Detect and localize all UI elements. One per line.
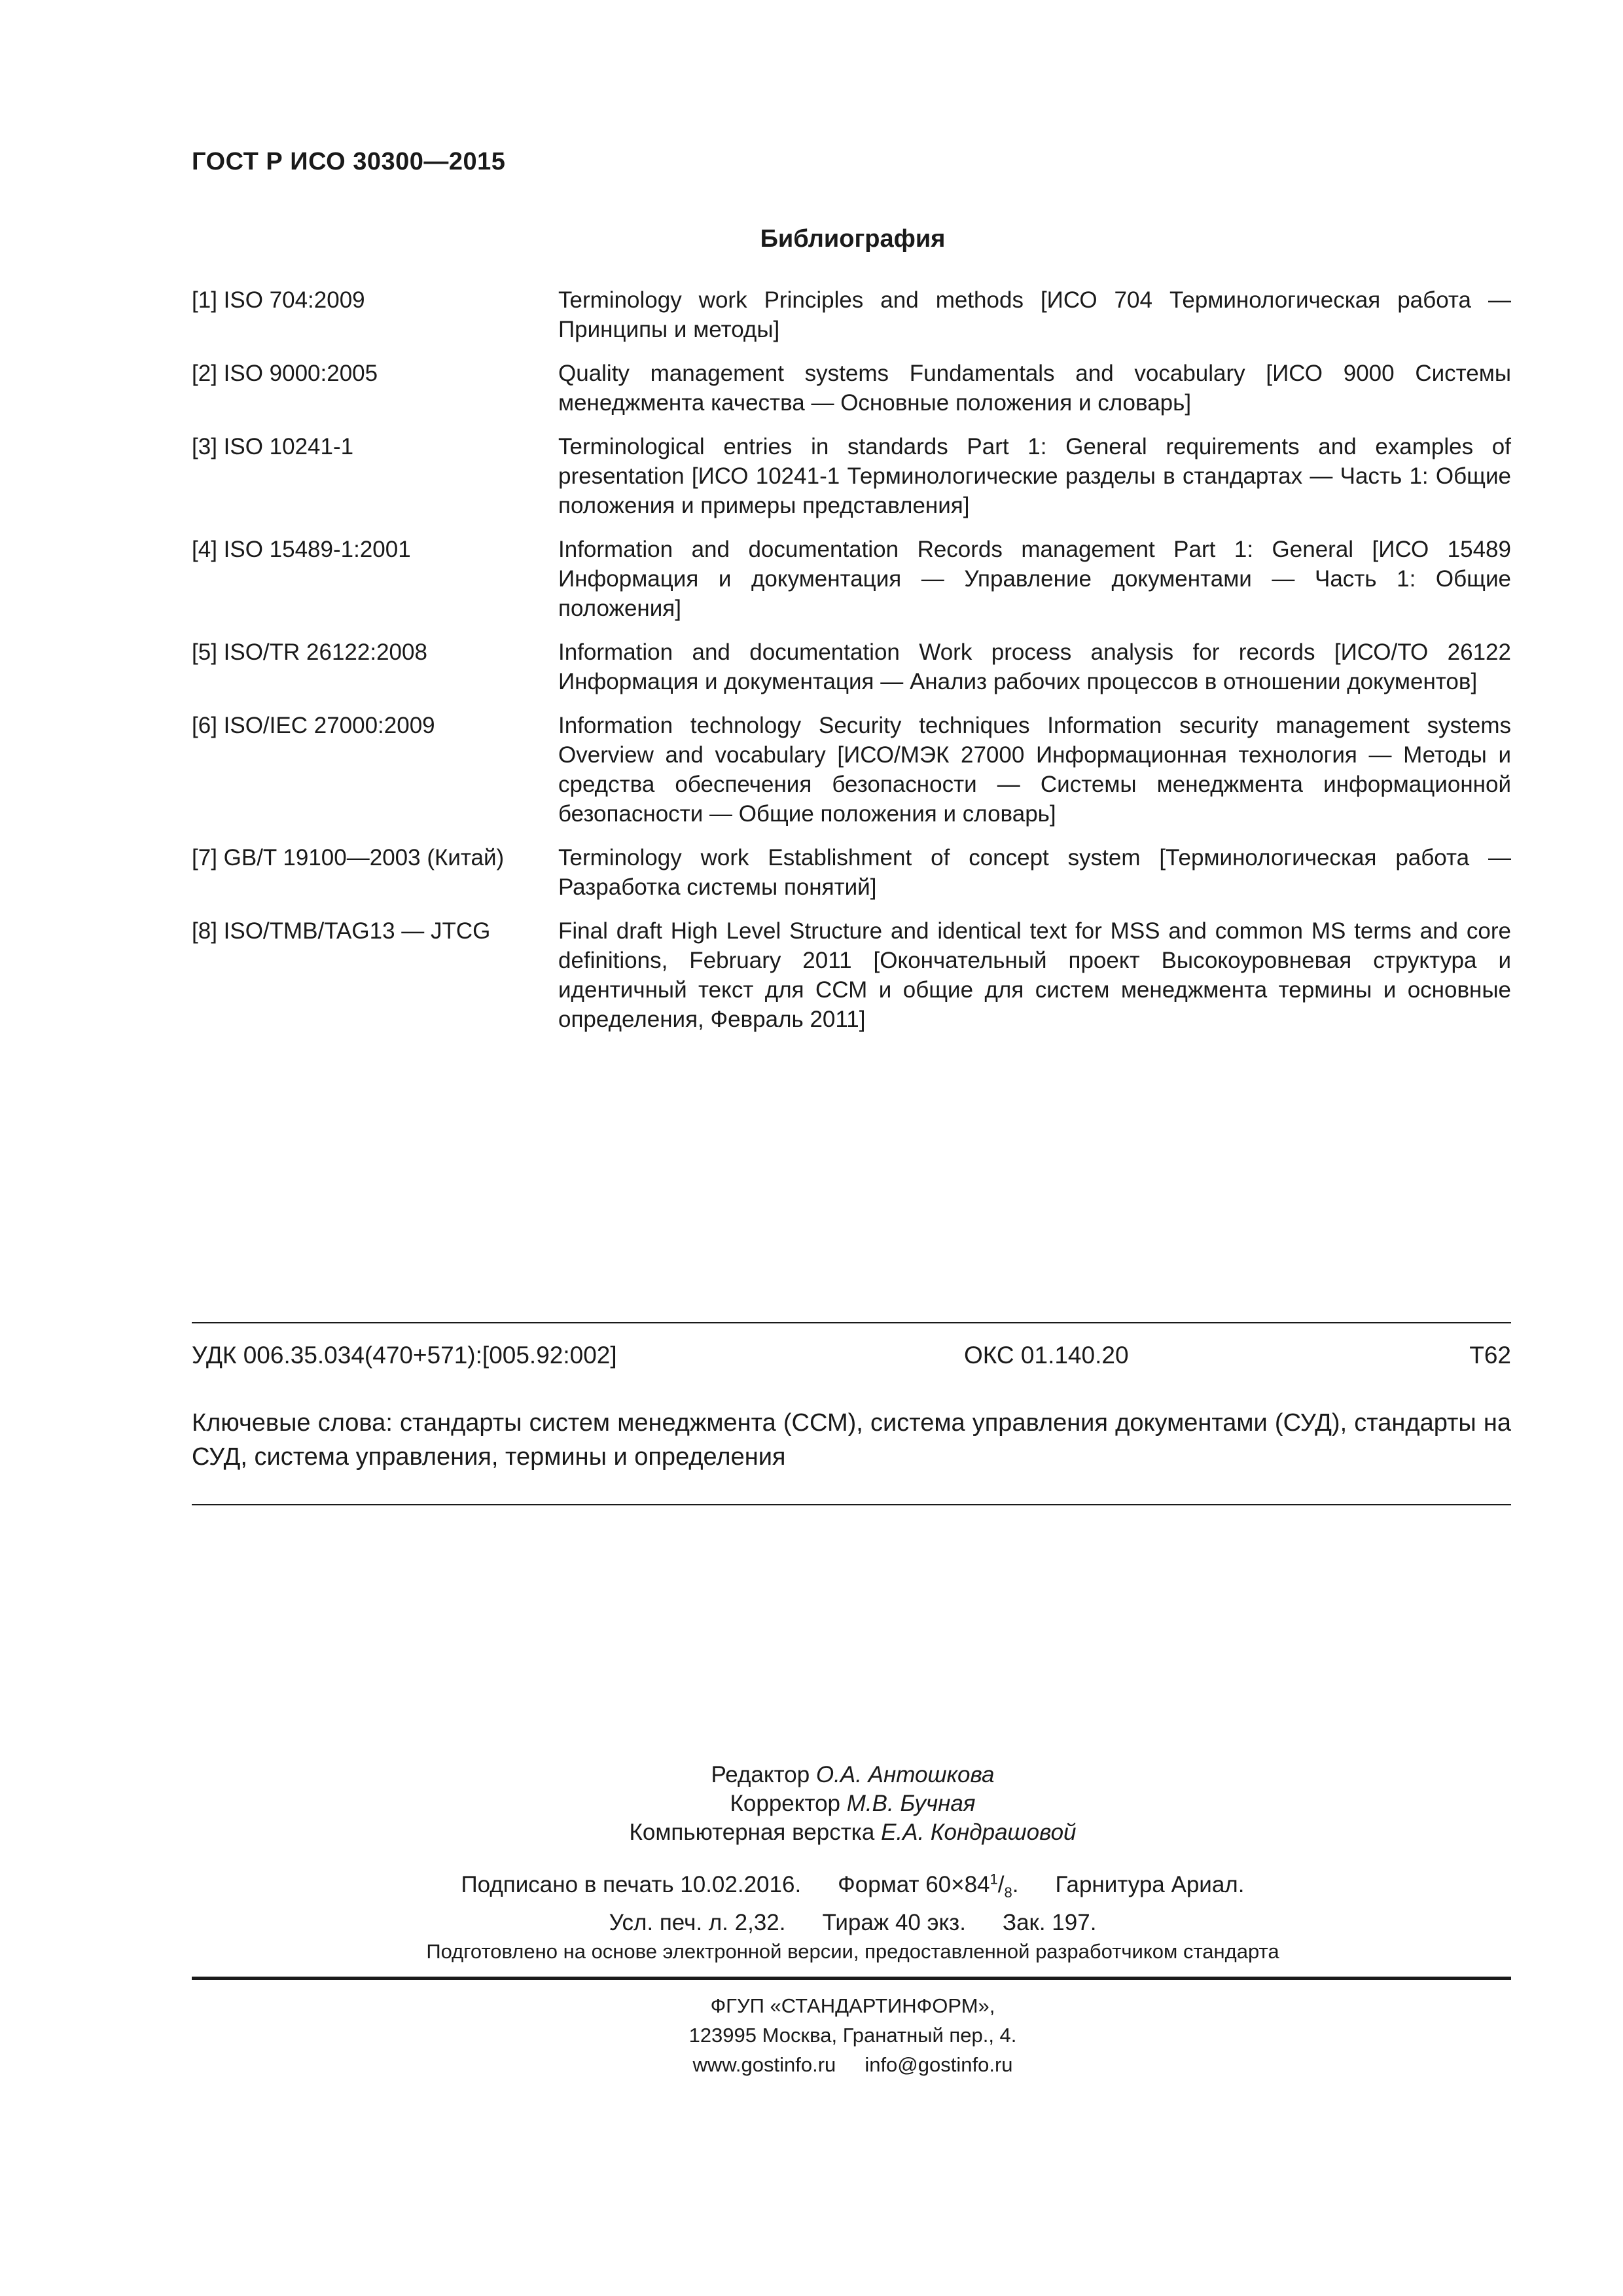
credit-name: М.В. Бучная	[846, 1791, 976, 1816]
divider-top	[192, 1322, 1511, 1323]
bibliography-ref: [4] ISO 15489-1:2001	[192, 537, 411, 562]
publisher-website: www.gostinfo.ru	[692, 2053, 836, 2076]
format-sub: 8	[1004, 1884, 1012, 1901]
format-prefix: Формат 60×84	[838, 1871, 990, 1897]
credit-label: Компьютерная верстка	[629, 1820, 875, 1845]
bibliography-description: Information technology Security techniques Information security management systems Overview and vocabulary [ИСО/МЭК 27000 Информационная технология — Методы и средства обеспечения безопасности — Системы менеджмента информационной безопасности — Общие положения и словарь]	[558, 713, 1511, 827]
keywords: Ключевые слова: стандарты систем менеджмента (ССМ), система управления документами (СУД), стандарты на СУД, система управления, термины и определения	[192, 1409, 1511, 1471]
bibliography-entry	[192, 637, 1511, 696]
publisher-contacts	[0, 2050, 1623, 2079]
typeface: Гарнитура Ариал.	[1055, 1871, 1245, 1897]
oks-code: ОКС 01.140.20	[964, 1342, 1129, 1369]
print-info-line-2	[0, 1908, 1623, 1938]
divider-bottom	[192, 1504, 1511, 1505]
publisher-address: 123995 Москва, Гранатный пер., 4.	[688, 2024, 1017, 2047]
format	[838, 1871, 1019, 1901]
format-sup: 1	[990, 1871, 998, 1887]
bibliography-description: Information and documentation Work process analysis for records [ИСО/ТО 26122 Информация и документация — Анализ рабочих процессов в отношении документов]	[558, 639, 1511, 694]
signed-date: Подписано в печать 10.02.2016.	[461, 1871, 802, 1897]
document-code: ГОСТ Р ИСО 30300—2015	[192, 148, 506, 175]
prepared-note: Подготовлено на основе электронной версии, предоставленной разработчиком стандарта	[426, 1940, 1279, 1963]
bibliography-list	[192, 285, 1511, 1049]
format-slash: /	[997, 1871, 1005, 1897]
bibliography-ref: [3] ISO 10241-1	[192, 434, 354, 459]
credit-label: Корректор	[730, 1791, 841, 1816]
credit-corrector	[0, 1789, 1623, 1818]
print-info	[0, 1864, 1623, 1938]
bibliography-ref: [8] ISO/TMB/TAG13 — JTCG	[192, 918, 491, 944]
credit-editor	[0, 1761, 1623, 1789]
bibliography-ref: [7] GB/T 19100—2003 (Китай)	[192, 845, 505, 870]
publisher-name: ФГУП «СТАНДАРТИНФОРМ»,	[710, 1994, 995, 2017]
bibliography-entry	[192, 432, 1511, 520]
publisher-block	[0, 1991, 1623, 2079]
publisher-email: info@gostinfo.ru	[865, 2053, 1013, 2076]
bibliography-description: Final draft High Level Structure and identical text for MSS and common MS terms and core definitions, February 2011 [Окончательный проект Высокоуровневая структура и идентичный текст для ССМ и общие для систем менеджмента термины и основные определения, Февраль 2011]	[558, 918, 1511, 1032]
bibliography-entry	[192, 359, 1511, 418]
credit-name: Е.А. Кондрашовой	[881, 1820, 1077, 1845]
credit-layout	[0, 1818, 1623, 1847]
udk-code: УДК 006.35.034(470+571):[005.92:002]	[192, 1342, 617, 1369]
credit-label: Редактор	[711, 1762, 810, 1787]
bibliography-entry	[192, 711, 1511, 829]
print-info-line-1	[0, 1864, 1623, 1908]
format-end: .	[1012, 1871, 1019, 1897]
bibliography-entry	[192, 285, 1511, 344]
bibliography-ref: [6] ISO/IEC 27000:2009	[192, 713, 435, 738]
bibliography-title: Библиография	[760, 225, 946, 253]
bibliography-entry	[192, 916, 1511, 1034]
bibliography-description: Terminological entries in standards Part 1: General requirements and examples of presentation [ИСО 10241-1 Терминологические разделы в стандартах — Часть 1: Общие положения и примеры представления]	[558, 434, 1511, 518]
bibliography-description: Quality management systems Fundamentals and vocabulary [ИСО 9000 Системы менеджмента качества — Основные положения и словарь]	[558, 361, 1511, 416]
bibliography-entry	[192, 535, 1511, 623]
bibliography-description: Terminology work Principles and methods [ИСО 704 Терминологическая работа — Принципы и методы]	[558, 287, 1511, 342]
sheets: Усл. печ. л. 2,32.	[609, 1909, 786, 1935]
credit-name: О.А. Антошкова	[815, 1762, 995, 1787]
bibliography-ref: [2] ISO 9000:2005	[192, 361, 378, 386]
order-number: Зак. 197.	[1002, 1909, 1097, 1935]
credits-block	[0, 1761, 1623, 1847]
bibliography-ref: [5] ISO/TR 26122:2008	[192, 639, 427, 665]
category-code: Т62	[1469, 1342, 1511, 1369]
bibliography-entry	[192, 843, 1511, 902]
bibliography-description: Terminology work Establishment of concept system [Терминологическая работа — Разработка системы понятий]	[558, 845, 1511, 900]
divider-publisher	[192, 1977, 1511, 1980]
bibliography-ref: [1] ISO 704:2009	[192, 287, 365, 313]
bibliography-description: Information and documentation Records management Part 1: General [ИСО 15489 Информация и документация — Управление документами — Часть 1: Общие положения]	[558, 537, 1511, 621]
copies: Тираж 40 экз.	[822, 1909, 966, 1935]
